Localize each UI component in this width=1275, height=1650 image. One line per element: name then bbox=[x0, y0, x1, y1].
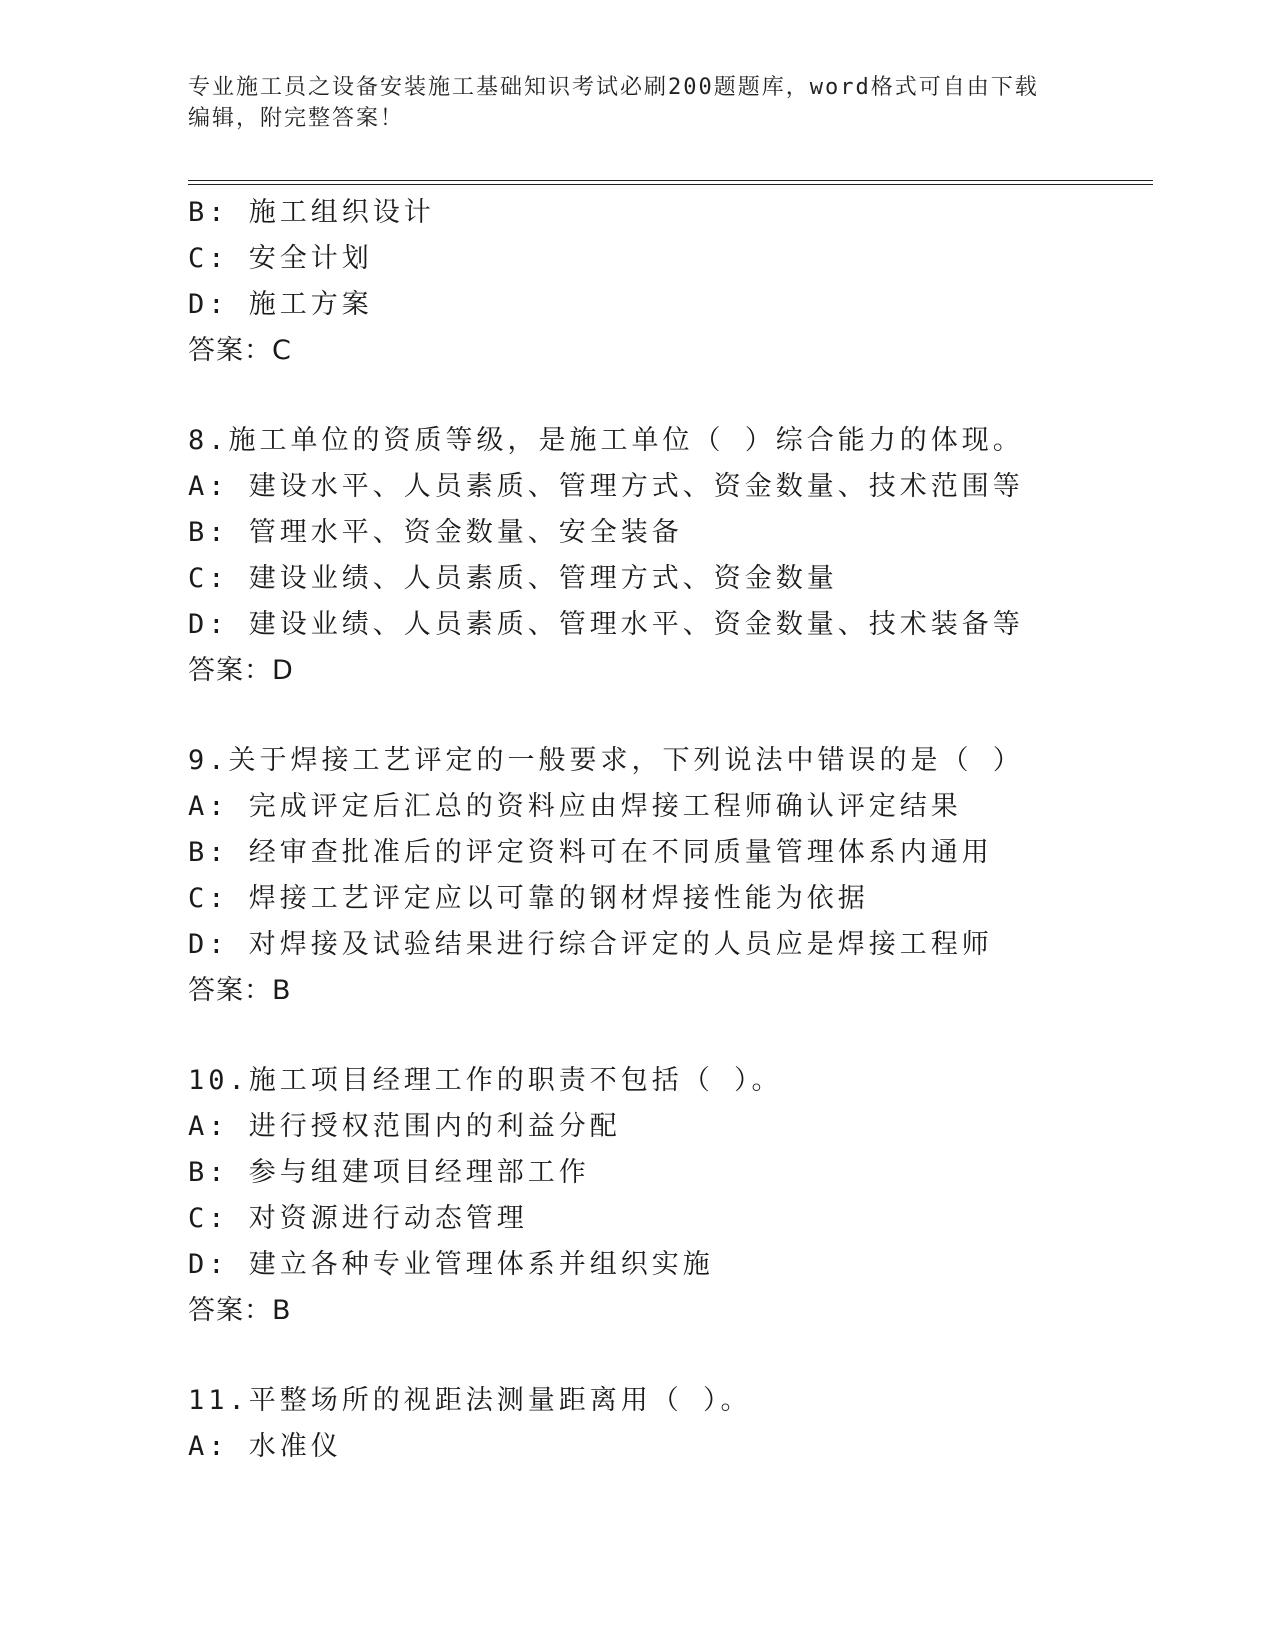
question-10-block bbox=[188, 1058, 1148, 1334]
spacer bbox=[188, 1014, 1148, 1058]
spacer bbox=[188, 1334, 1148, 1378]
question-7-option-c: C: 安全计划 bbox=[188, 243, 373, 274]
header-title-line-2: 编辑，附完整答案！ bbox=[188, 106, 405, 131]
question-9-option-d: D: 对焊接及试验结果进行综合评定的人员应是焊接工程师 bbox=[188, 929, 993, 960]
question-10-option-c: C: 对资源进行动态管理 bbox=[188, 1203, 528, 1234]
question-11-block bbox=[188, 1378, 1148, 1470]
question-7-answer: 答案：C bbox=[188, 335, 292, 366]
question-8-option-b: B: 管理水平、资金数量、安全装备 bbox=[188, 517, 683, 548]
spacer bbox=[188, 694, 1148, 738]
question-8-option-c: C: 建设业绩、人员素质、管理方式、资金数量 bbox=[188, 563, 838, 594]
question-9-option-b: B: 经审查批准后的评定资料可在不同质量管理体系内通用 bbox=[188, 837, 993, 868]
question-9-block bbox=[188, 738, 1148, 1014]
question-10-option-d: D: 建立各种专业管理体系并组织实施 bbox=[188, 1249, 714, 1280]
spacer bbox=[188, 374, 1148, 418]
question-8-block bbox=[188, 418, 1148, 694]
question-7-option-b: B: 施工组织设计 bbox=[188, 197, 435, 228]
question-10-option-a: A: 进行授权范围内的利益分配 bbox=[188, 1111, 621, 1142]
question-7-option-d: D: 施工方案 bbox=[188, 289, 373, 320]
question-10-text: 10.施工项目经理工作的职责不包括（ ）。 bbox=[188, 1065, 783, 1096]
question-list bbox=[188, 190, 1148, 1470]
header-divider-top bbox=[188, 180, 1153, 181]
document-header bbox=[188, 72, 1068, 134]
question-9-text: 9.关于焊接工艺评定的一般要求，下列说法中错误的是（ ） bbox=[188, 745, 1024, 776]
question-9-answer: 答案：B bbox=[188, 975, 292, 1006]
question-9-option-a: A: 完成评定后汇总的资料应由焊接工程师确认评定结果 bbox=[188, 791, 962, 822]
question-8-option-a: A: 建设水平、人员素质、管理方式、资金数量、技术范围等 bbox=[188, 471, 1024, 502]
question-8-option-d: D: 建设业绩、人员素质、管理水平、资金数量、技术装备等 bbox=[188, 609, 1024, 640]
question-8-text: 8.施工单位的资质等级，是施工单位（ ）综合能力的体现。 bbox=[188, 425, 1024, 456]
question-8-answer: 答案：D bbox=[188, 655, 294, 686]
question-10-answer: 答案：B bbox=[188, 1295, 292, 1326]
header-divider-bottom bbox=[188, 184, 1153, 185]
question-11-text: 11.平整场所的视距法测量距离用（ ）。 bbox=[188, 1385, 752, 1416]
header-title-line-1: 专业施工员之设备安装施工基础知识考试必刷200题题库，word格式可自由下载 bbox=[188, 75, 1039, 100]
question-9-option-c: C: 焊接工艺评定应以可靠的钢材焊接性能为依据 bbox=[188, 883, 869, 914]
question-7-block bbox=[188, 190, 1148, 374]
question-10-option-b: B: 参与组建项目经理部工作 bbox=[188, 1157, 590, 1188]
question-11-option-a: A: 水准仪 bbox=[188, 1431, 342, 1462]
